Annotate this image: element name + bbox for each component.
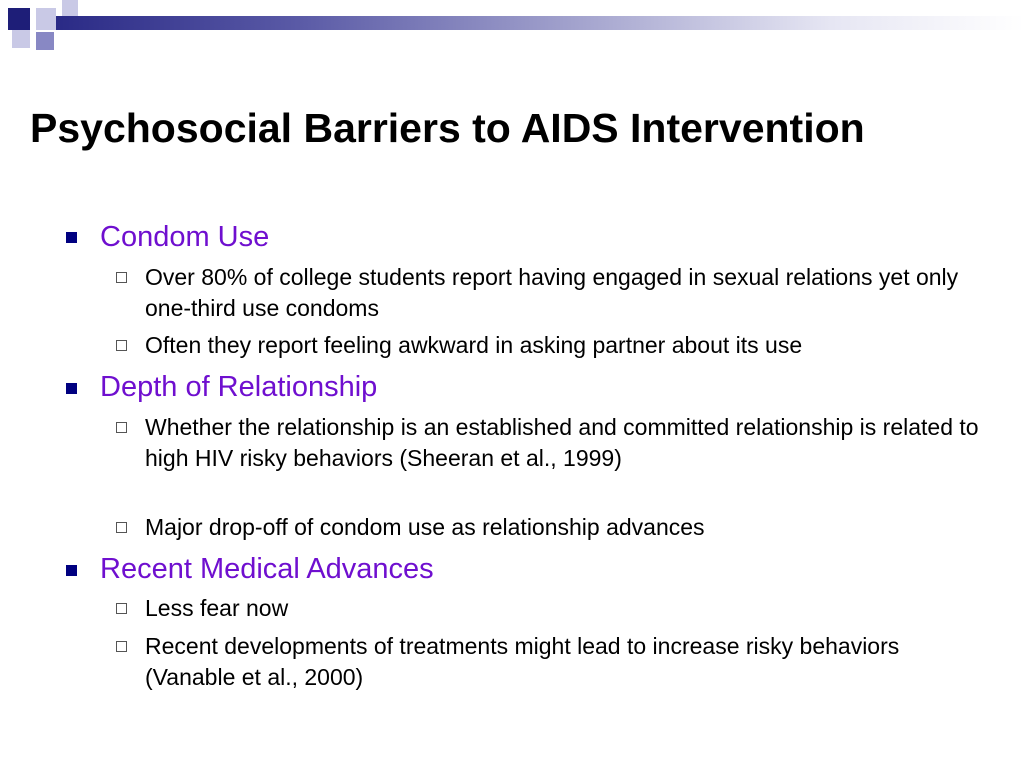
sub-bullet-text: Often they report feeling awkward in asking partner about its use [145,332,803,358]
sub-bullet-box-icon [116,272,127,283]
bullet-square-icon [66,383,77,394]
sub-bullet-text: Over 80% of college students report having engaged in sexual relations yet only one-third use condoms [145,264,959,321]
slide-title: Psychosocial Barriers to AIDS Intervention [30,105,865,151]
sub-bullet-text: Major drop-off of condom use as relationship advances [145,514,705,540]
bullet-square-icon [66,565,77,576]
sub-bullet-text: Less fear now [145,595,289,621]
sub-bullet-box-icon [116,340,127,351]
sub-bullet-box-icon [116,641,127,652]
bullet-heading-condom-use: Condom Use [100,221,270,253]
sub-bullet-box-icon [116,522,127,533]
sub-bullet-text: Whether the relationship is an established and committed relationship is related to high HIV risky behaviors (Sheeran et al., 1999) [145,414,979,471]
bullet-heading-depth-of-relationship: Depth of Relationship [100,371,378,403]
bullet-square-icon [66,232,77,243]
sub-bullet-box-icon [116,422,127,433]
sub-bullet-box-icon [116,603,127,614]
bullet-heading-recent-medical-advances: Recent Medical Advances [100,553,434,585]
sub-bullet-text: Recent developments of treatments might lead to increase risky behaviors (Vanable et al., 2000) [145,633,900,690]
